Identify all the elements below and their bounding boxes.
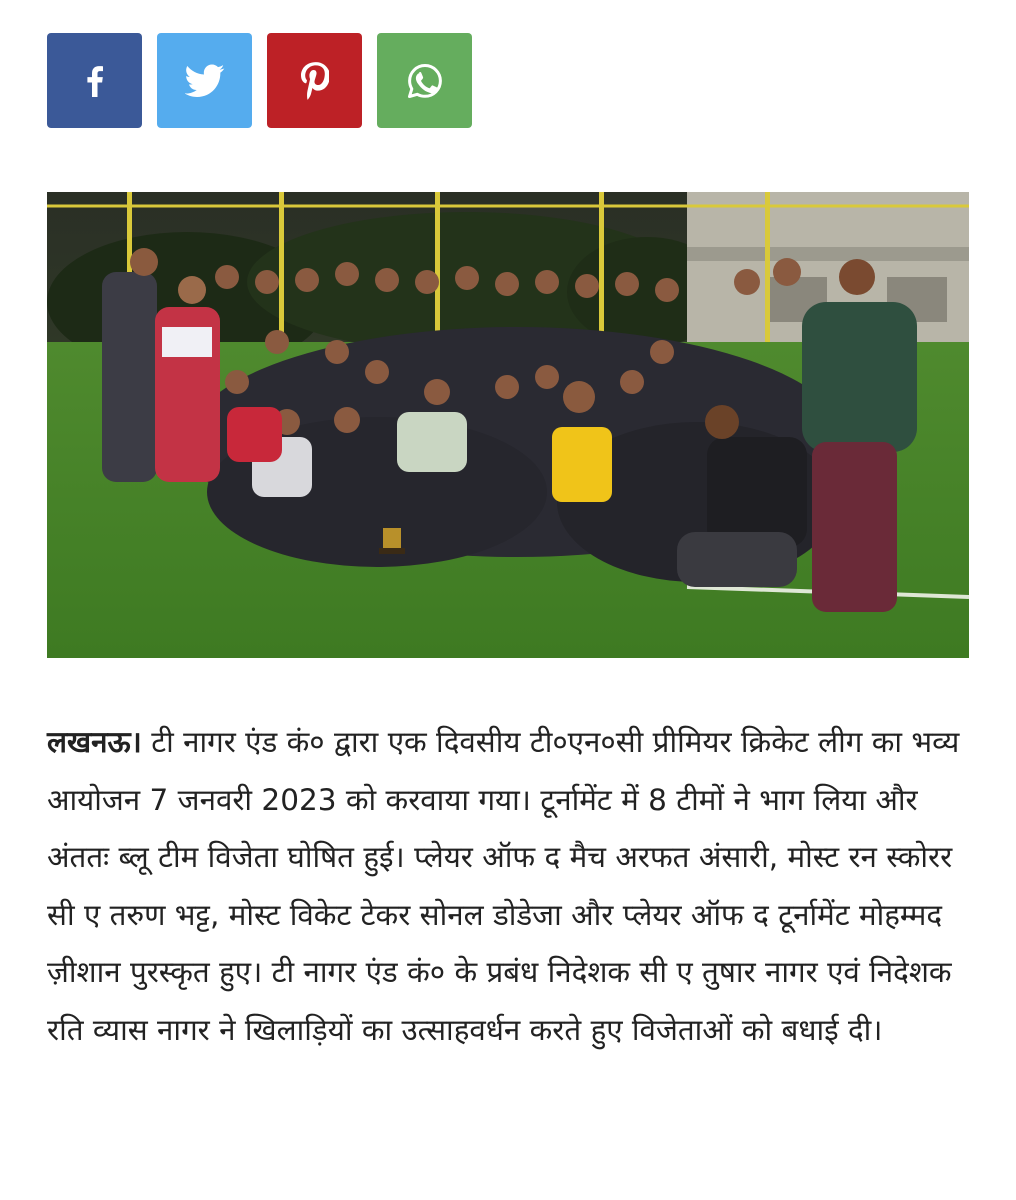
whatsapp-share-button[interactable] bbox=[377, 33, 472, 128]
pinterest-share-button[interactable] bbox=[267, 33, 362, 128]
facebook-icon bbox=[75, 61, 115, 101]
facebook-share-button[interactable] bbox=[47, 33, 142, 128]
social-share-bar bbox=[47, 33, 472, 128]
article-dateline: लखनऊ। bbox=[47, 725, 142, 759]
twitter-share-button[interactable] bbox=[157, 33, 252, 128]
article-text: टी नागर एंड कं० द्वारा एक दिवसीय टी०एन०सी प्रीमियर क्रिकेट लीग का भव्य आयोजन 7 जनवरी 2023 को करवाया गया। टूर्नामेंट में 8 टीमों ने भाग लिया और अंततः ब्लू टीम विजेता घोषित हुई। प्लेयर ऑफ द मैच अरफत अंसारी, मोस्ट रन स्कोरर सी ए तरुण भट्ट, मोस्ट विकेट टेकर सोनल डोडेजा और प्लेयर ऑफ द टूर्नामेंट मोहम्मद ज़ीशान पुरस्कृत हुए। टी नागर एंड कं० के प्रबंध निदेशक सी ए तुषार नागर एवं निदेशक रति व्यास नागर ने खिलाड़ियों का उत्साहवर्धन करते हुए विजेताओं को बधाई दी। bbox=[47, 725, 960, 1047]
article-body bbox=[47, 714, 977, 1059]
event-group-photo bbox=[47, 192, 969, 658]
article-paragraph bbox=[47, 714, 977, 1059]
twitter-icon bbox=[185, 64, 225, 98]
whatsapp-icon bbox=[405, 61, 445, 101]
pinterest-icon bbox=[301, 62, 329, 100]
